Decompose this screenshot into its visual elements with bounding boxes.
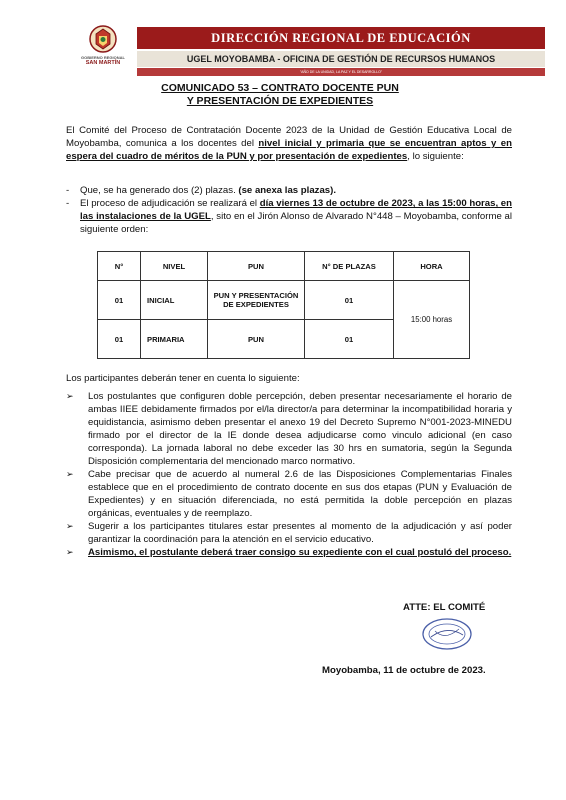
list-item: [66, 546, 512, 559]
plazas-table: [97, 251, 470, 359]
header-band-office: UGEL MOYOBAMBA - OFICINA DE GESTIÓN DE RECURSOS HUMANOS: [137, 51, 545, 67]
bullet-2-bold: día viernes 13 de octubre de 2023, a las 15:00 horas, en las instalaciones de la UGEL: [80, 198, 512, 222]
participants-intro: Los participantes deberán tener en cuenta lo siguiente:: [66, 373, 300, 384]
bullet-2-text: El proceso de adjudicación se realizará el: [80, 198, 260, 209]
cell-pun: PUN: [208, 320, 305, 359]
list-item: [66, 197, 512, 236]
dash-bullet-list: [66, 184, 512, 236]
regional-logo: [74, 24, 132, 74]
list-item: [66, 468, 512, 520]
cell-hora: 15:00 horas: [394, 281, 470, 359]
check-item-2: Cabe precisar que de acuerdo al numeral 2.6 de las Disposiciones Complementarias Finales establece que en el procedimiento de contrato docente en sus dos etapas (PUN y Evaluación de Expedientes) y en situación diferenciada, no está permitida la doble percepción en plazas orgánicas, eventuales y de reemplazo.: [88, 469, 512, 519]
regional-emblem-icon: [88, 24, 118, 54]
col-header-hora: HORA: [394, 252, 470, 281]
intro-paragraph: [66, 124, 512, 163]
committee-seal-icon: [421, 617, 473, 651]
document-title: [130, 82, 430, 108]
arrow-bullet-icon: ➢: [66, 521, 74, 531]
col-header-pun: PUN: [208, 252, 305, 281]
table-row: [98, 281, 470, 320]
list-item: [66, 184, 512, 197]
intro-text-1: El Comité del Proceso de Contratación Docente 2023 de la Unidad de Gestión Educativa Local de Moyobamba, comunica a los docentes del: [66, 125, 512, 149]
intro-emphasis: nivel inicial y primaria que se encuentran aptos y en espera del cuadro de méritos de la PUN y por presentación de expedientes: [66, 138, 512, 162]
bullet-1-text: Que, se ha generado dos (2) plazas.: [80, 185, 239, 196]
check-item-3: Sugerir a los participantes titulares estar presentes al momento de la adjudicación y así poder garantizar la coordinación para la atención en el servicio educativo.: [88, 521, 512, 545]
dash-marker: -: [66, 198, 70, 209]
col-header-numero: N°: [98, 252, 141, 281]
intro-text-3: , lo siguiente:: [407, 151, 464, 162]
cell-pun: PUN Y PRESENTACIÓN DE EXPEDIENTES: [208, 281, 305, 320]
bullet-2-rest: , sito en el Jirón Alonso de Alvarado N°448 – Moyobamba, conforme al siguiente orden:: [80, 211, 512, 235]
arrow-bullet-icon: ➢: [66, 391, 74, 401]
cell-numero: 01: [98, 281, 141, 320]
title-line-2: Y PRESENTACIÓN DE EXPEDIENTES: [186, 95, 374, 107]
table-header-row: [98, 252, 470, 281]
header-band-title: DIRECCIÓN REGIONAL DE EDUCACIÓN: [137, 27, 545, 49]
header-band-motto: "AÑO DE LA UNIDAD, LA PAZ Y EL DESARROLLO": [137, 68, 545, 76]
list-item: [66, 390, 512, 468]
logo-org-name: GOBIERNO REGIONAL: [80, 55, 125, 60]
cell-nivel: PRIMARIA: [141, 320, 208, 359]
arrow-bullet-icon: ➢: [66, 547, 74, 557]
dash-marker: -: [66, 185, 70, 196]
cell-plazas: 01: [305, 281, 394, 320]
check-item-1: Los postulantes que configuren doble percepción, deben presentar necesariamente el horario de ambas IIEE debidamente firmados por el/la director/a para determinar la incompatibilidad horaria y equidistancia, asimismo deben presentar el anexo 19 del Decreto Supremo N°001-2023-MINEDU firmado por el director de la IE donde desea adjudicarse como vinculo adicional (en caso corresponda). La jornada laboral no debe exceder las 30 hrs en sumatoria, según la Segunda Disposición complementaria del mencionado marco normativo.: [88, 391, 512, 467]
list-item: [66, 520, 512, 546]
bullet-1-bold: (se anexa las plazas).: [238, 185, 336, 196]
cell-plazas: 01: [305, 320, 394, 359]
check-item-4: Asimismo, el postulante deberá traer consigo su expediente con el cual postuló del proceso.: [88, 547, 512, 558]
col-header-nivel: NIVEL: [141, 252, 208, 281]
arrow-bullet-icon: ➢: [66, 469, 74, 479]
logo-region-name: SAN MARTÍN: [85, 60, 121, 66]
signature-committee: ATTE: EL COMITÉ: [403, 602, 486, 613]
cell-nivel: INICIAL: [141, 281, 208, 320]
title-line-1: COMUNICADO 53 – CONTRATO DOCENTE PUN: [161, 82, 399, 94]
col-header-plazas: N° DE PLAZAS: [305, 252, 394, 281]
cell-numero: 01: [98, 320, 141, 359]
arrow-checklist: [66, 390, 512, 559]
document-date: Moyobamba, 11 de octubre de 2023.: [322, 665, 486, 676]
